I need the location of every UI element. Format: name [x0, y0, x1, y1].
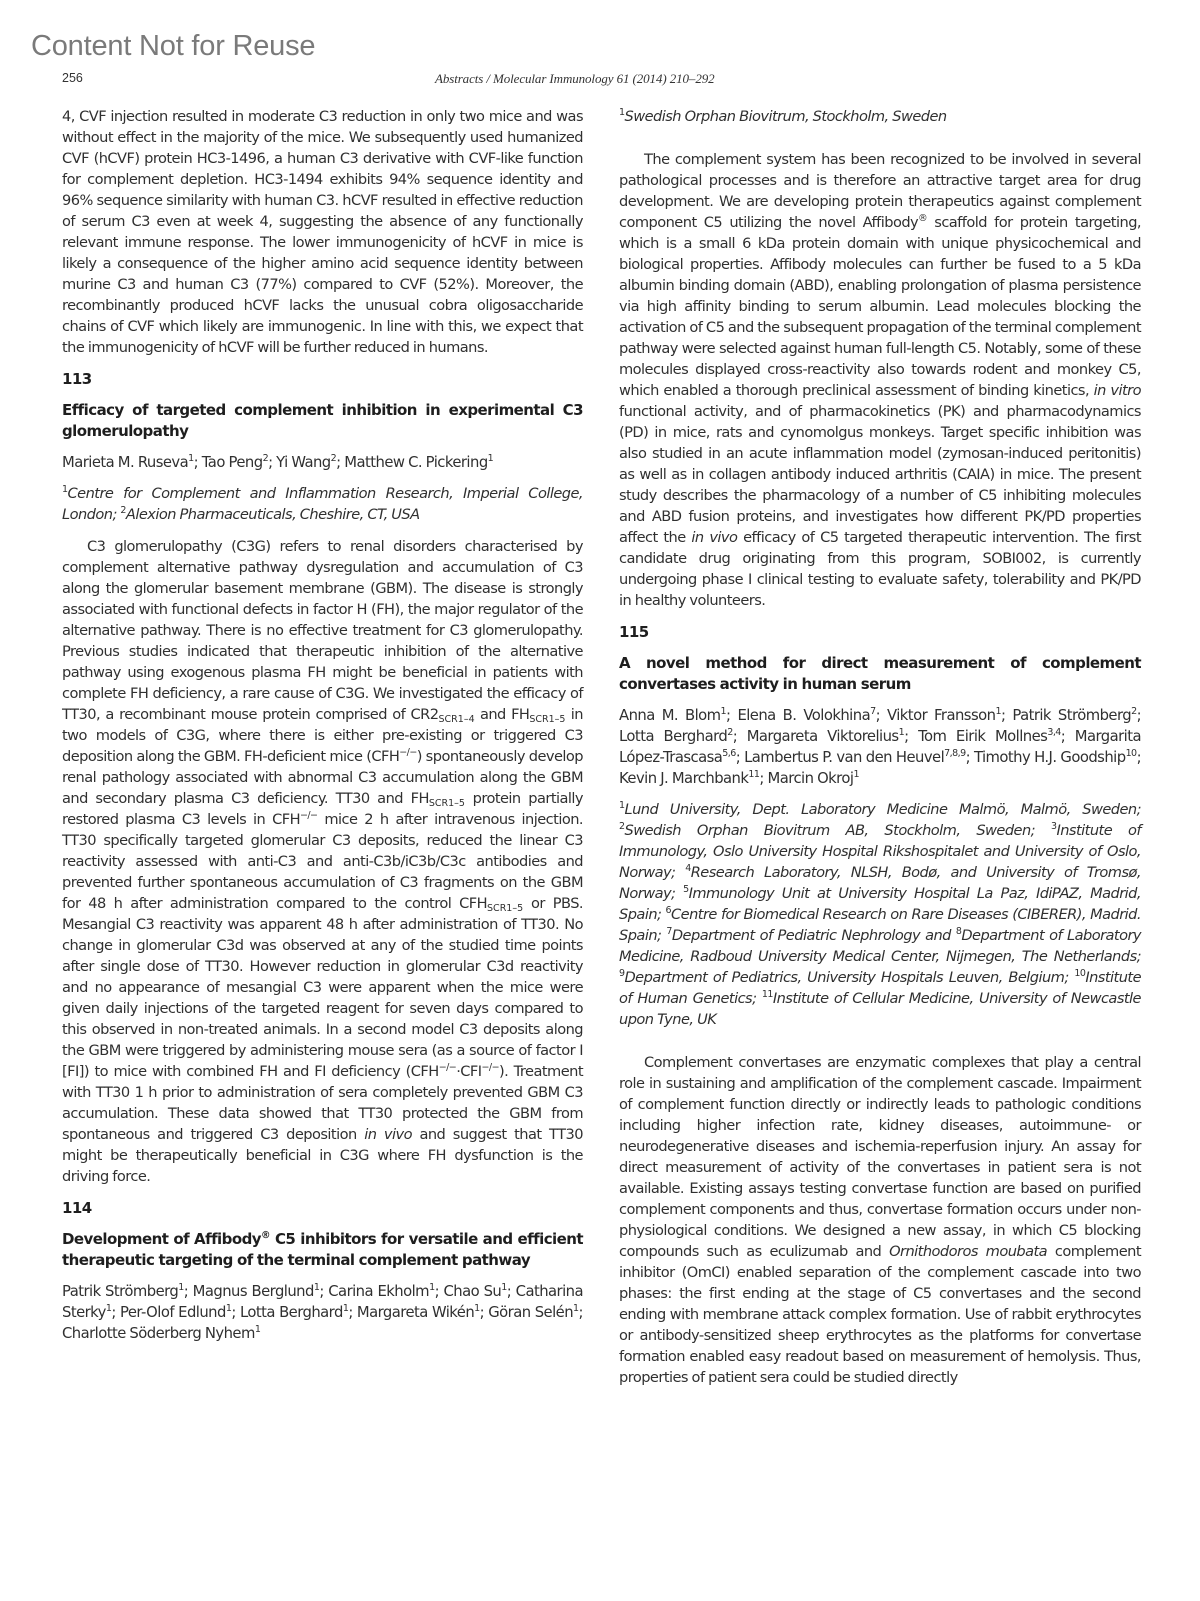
affiliation-text: Swedish Orphan Biovitrum AB, Stockholm, Sweden;: [624, 822, 1051, 839]
author-affiliation-marker: 2: [727, 727, 733, 739]
author-affiliation-marker: 11: [748, 769, 760, 781]
author-affiliation-marker: 3,4: [1047, 727, 1061, 739]
author-name: Margareta Viktorelius: [746, 728, 899, 745]
author-affiliation-marker: 10: [1125, 748, 1137, 760]
affiliation-number: 1: [619, 107, 625, 119]
affiliation-number: 3: [1050, 821, 1057, 833]
authors-113: Marieta M. Ruseva$^1$; Tao Peng$^2$; Yi Wang$^2$; Matthew C. Pickering$^1$: [62, 453, 494, 471]
affiliation-number: 2: [619, 821, 625, 833]
affiliation-number: 10: [1074, 968, 1086, 980]
author-affiliation-marker: 1: [178, 1282, 184, 1294]
author-affiliation-marker: 1: [225, 1303, 232, 1315]
affiliation-number: 11: [761, 989, 773, 1001]
author-name: Matthew C. Pickering: [344, 454, 488, 471]
affiliation-number: 7: [666, 926, 672, 938]
page-number: 256: [62, 71, 83, 85]
author-name: Per-Olof Edlund: [119, 1304, 226, 1321]
journal-reference: Abstracts / Molecular Immunology 61 (2014) 210–292: [435, 71, 715, 86]
authors-115: Anna M. Blom$^1$; Elena B. Volokhina$^7$; Viktor Fransson$^1$; Patrik Strömberg$^2$; Lotta Berghard$^2$; Margareta Viktorelius$^1$; Tom Eirik Mollnes$^{3,4}$; Margarita López-Trascasa$^{5,6}$; Lambertus P. van den Heuvel$^{7,8,9}$; Timothy H.J. Goodship$^{10}$; Kevin J. Marchbank$^{11}$; Marcin Okroj$^1$: [619, 706, 1142, 787]
author-affiliation-marker: 1: [342, 1303, 349, 1315]
affiliation-text: Department of Laboratory Medicine, Radboud University Medical Center, Nijmegen, The Netherlands;: [619, 927, 1142, 965]
affiliation-text: Swedish Orphan Biovitrum, Stockholm, Sweden: [624, 108, 947, 125]
author-affiliation-marker: 2: [330, 453, 337, 465]
affiliation-number: 4: [685, 863, 691, 875]
left-column: [62, 106, 583, 1354]
author-affiliation-marker: 1: [487, 453, 494, 465]
abstract-body-115: Complement convertases are enzymatic complexes that play a central role in sustaining and amplification of the complement cascade. Impairment of complement function directly or indirectly leads to pathologic conditions including higher infection rate, kidney diseases, autoimmune- or neurodegenerative diseases and ischemia-reperfusion injury. An assay for direct measurement of activity of the convertases in patient sera is not available. Existing assays testing convertase function are based on purified complement components and thus, convertase formation occurs under non-physiological conditions. We designed a new assay, in which C5 blocking compounds such as eculizumab and Ornithodoros moubata complement inhibitor (OmCI) enabled separation of the complement cascade into two phases: the first ending at the stage of C5 convertases and the second ending with membrane attack complex formation. Use of rabbit erythrocytes or antibody-sensitized sheep erythrocytes as the platforms for convertase formation enabled easy readout based on measurement of hemolysis. Thus, properties of patient sera could be studied directly: [619, 1054, 1141, 1386]
author-name: Marcin Okroj: [767, 770, 854, 787]
affiliation-number: 2: [120, 505, 126, 517]
abstract-body-113: C3 glomerulopathy (C3G) refers to renal disorders characterised by complement alternative pathway dysregulation and accumulation of C3 along the glomerular basement membrane (GBM). The disease is strongly associated with functional defects in factor H (FH), the major regulator of the alternative pathway. There is no effective treatment for C3 glomerulopathy. Previous studies indicated that therapeutic inhibition of the alternative pathway using exogenous plasma FH might be beneficial in patients with complete FH deficiency, a rare cause of C3G. We investigated the efficacy of TT30, a recombinant mouse protein comprised of $CR2_{SCR1-4}$ and $FH_{SCR1-5}$ in two models of C3G, where there is either pre-existing or triggered C3 deposition along the GBM. FH-deficient mice (CFH−/−) spontaneously develop renal pathology associated with abnormal C3 accumulation along the GBM and secondary plasma C3 deficiency. TT30 and $FH_{SCR1-5}$ protein partially restored plasma C3 levels in CFH−/− mice 2 h after intravenous injection. TT30 specifically targeted glomerular C3 deposits, reduced the linear C3 reactivity assessed with anti-C3 and anti-C3b/iC3b/C3c antibodies and prevented further spontaneous accumulation of C3 fragments on the GBM for 48 h after administration compared to the control $CFH_{SCR1-5}$ or PBS. Mesangial C3 reactivity was apparent 48 h after administration of TT30. No change in glomerular C3d was observed at any of the studied time points after single dose of TT30. However reduction in glomerular C3d reactivity and no appearance of mesangial C3 were apparent when the mice were given daily injections of the targeted reagent for seven days compared to this observed in non-treated animals. In a second model C3 deposits along the GBM were triggered by administering mouse sera (as a source of factor I [FI]) to mice with combined FH and FI deficiency (CFH−/−·CFI−/−). Treatment with TT30 1 h prior to administration of sera completely prevented GBM C3 accumulation. These data showed that TT30 protected the GBM from spontaneous and triggered C3 deposition in vivo and suggest that TT30 might be therapeutically beneficial in C3G where FH dysfunction is the driving force.: [62, 538, 583, 1185]
affiliation-text: Department of Pediatrics, University Hospitals Leuven, Belgium;: [624, 969, 1075, 986]
affiliation-text: Institute of Human Genetics;: [619, 969, 1141, 1007]
author-name: Magnus Berglund: [192, 1283, 314, 1300]
affiliation-text: Research Laboratory, NLSH, Bodø, and University of Tromsø, Norway;: [619, 864, 1141, 902]
abstract-number-113: 113: [62, 370, 92, 388]
author-affiliation-marker: 1: [573, 1303, 579, 1315]
author-affiliation-marker: 2: [1131, 706, 1137, 718]
abstract-title-113: Efficacy of targeted complement inhibition in experimental C3 glomerulopathy: [62, 401, 583, 440]
author-name: Marieta M. Ruseva: [62, 454, 189, 471]
author-affiliation-marker: 7: [870, 706, 876, 718]
affiliations-113: [62, 483, 583, 525]
author-affiliation-marker: 5,6: [722, 748, 736, 760]
author-name: Carina Ekholm: [328, 1283, 430, 1300]
running-header: [62, 71, 1142, 89]
abstract-body-114: The complement system has been recognized to be involved in several pathological processes and is therefore an attractive target area for drug development. We are developing protein therapeutics against complement component C5 utilizing the novel Affibody® scaffold for protein targeting, which is a small 6 kDa protein domain with unique physicochemical and biological properties. Affibody molecules can further be fused to a 5 kDa albumin binding domain (ABD), enabling prolongation of plasma persistence via high affinity binding to serum albumin. Lead molecules blocking the activation of C5 and the subsequent propagation of the terminal complement pathway were selected against human full-length C5. Notably, some of these molecules displayed cross-reactivity also towards rodent and monkey C5, which enabled a thorough preclinical assessment of binding kinetics, in vitro functional activity, and of pharmacokinetics (PK) and pharmacodynamics (PD) in mice, rats and cynomolgus monkeys. Target specific inhibition was also studied in an acute inflammation model (zymosan-induced peritonitis) as well as in collagen antibody induced arthritis (CAIA) in mice. The present study describes the pharmacology of a number of C5 inhibiting molecules and ABD fusion proteins, and investigates how different PK/PD properties affect the in vivo efficacy of C5 targeted therapeutic intervention. The first candidate drug originating from this program, SOBI002, is currently undergoing phase I clinical testing to evaluate safety, tolerability and PK/PD in healthy volunteers.: [619, 151, 1142, 609]
author-name: Anna M. Blom: [619, 707, 721, 724]
affiliation-number: 5: [683, 884, 689, 896]
abstract-title-115: A novel method for direct measurement of complement convertases activity in human serum: [619, 654, 1141, 693]
author-name: Lotta Berghard: [619, 728, 728, 745]
author-name: Chao Su: [443, 1283, 502, 1300]
author-affiliation-marker: 1: [898, 727, 905, 739]
abstract-number-114: 114: [62, 1199, 92, 1217]
author-affiliation-marker: 7,8,9: [944, 748, 966, 760]
affiliation-text: Alexion Pharmaceuticals, Cheshire, CT, USA: [125, 506, 420, 523]
affiliations-114: [619, 106, 1141, 127]
author-name: Elena B. Volokhina: [737, 707, 871, 724]
affiliation-text: Institute of Immunology, Oslo University Hospital Rikshospitalet and University of Oslo, Norway;: [619, 822, 1141, 881]
affiliation-text: Centre for Complement and Inflammation Research, Imperial College, London;: [62, 485, 583, 523]
affiliation-text: Centre for Biomedical Research on Rare Diseases (CIBERER), Madrid. Spain;: [619, 906, 1141, 944]
abstract-title-114: Development of Affibody® C5 inhibitors for versatile and efficient therapeutic targeting of the terminal complement pathway: [62, 1230, 583, 1269]
author-name: Charlotte Söderberg Nyhem: [62, 1325, 255, 1342]
watermark: Content Not for Reuse: [31, 30, 316, 62]
affiliations-115: [619, 799, 1141, 1030]
author-affiliation-marker: 1: [853, 769, 859, 781]
author-name: Viktor Fransson: [886, 707, 996, 724]
author-affiliation-marker: 1: [188, 453, 194, 465]
author-name: Lotta Berghard: [239, 1304, 343, 1321]
author-name: Margareta Wikén: [356, 1304, 475, 1321]
affiliation-text: Institute of Cellular Medicine, University of Newcastle upon Tyne, UK: [619, 990, 1141, 1028]
authors-114: Patrik Strömberg$^1$; Magnus Berglund$^1$; Carina Ekholm$^1$; Chao Su$^1$; Catharina Sterky$^1$; Per-Olof Edlund$^1$; Lotta Berghard$^1$; Margareta Wikén$^1$; Göran Selén$^1$; Charlotte Söderberg Nyhem$^1$: [62, 1282, 583, 1342]
author-name: Göran Selén: [488, 1304, 574, 1321]
affiliation-number: 6: [665, 905, 672, 917]
affiliation-number: 1: [62, 484, 68, 496]
author-name: Kevin J. Marchbank: [619, 770, 749, 787]
author-affiliation-marker: 1: [720, 706, 727, 718]
author-affiliation-marker: 1: [995, 706, 1001, 718]
affiliation-text: Lund University, Dept. Laboratory Medicine Malmö, Malmö, Sweden;: [624, 801, 1141, 818]
author-affiliation-marker: 1: [313, 1282, 320, 1294]
affiliation-number: 1: [619, 800, 625, 812]
author-name: Patrik Strömberg: [62, 1283, 179, 1300]
author-name: Catharina Sterky: [62, 1283, 583, 1321]
right-column: [619, 106, 1141, 1388]
author-name: Yi Wang: [276, 454, 331, 471]
affiliation-number: 8: [955, 926, 962, 938]
affiliation-text: Immunology Unit at University Hospital La Paz, IdiPAZ, Madrid, Spain;: [619, 885, 1141, 923]
author-name: Tom Eirik Mollnes: [918, 728, 1048, 745]
author-affiliation-marker: 1: [474, 1303, 480, 1315]
author-name: Margarita López-Trascasa: [619, 728, 1141, 766]
author-affiliation-marker: 1: [254, 1324, 261, 1336]
author-name: Patrik Strömberg: [1012, 707, 1132, 724]
author-affiliation-marker: 1: [429, 1282, 435, 1294]
continued-paragraph: 4, CVF injection resulted in moderate C3 reduction in only two mice and was without effect in the majority of the mice. We subsequently used humanized CVF (hCVF) protein HC3-1496, a human C3 derivative with CVF-like function for complement depletion. HC3-1494 exhibits 94% sequence identity and 96% sequence similarity with human C3. hCVF resulted in effective reduction of serum C3 even at week 4, suggesting the absence of any functionally relevant immune response. The lower immunogenicity of hCVF in mice is likely a consequence of the higher amino acid sequence identity between murine C3 and human C3 (77%) compared to CVF (52%). Moreover, the recombinantly produced hCVF lacks the unusual cobra oligosaccharide chains of CVF which likely are immunogenic. In line with this, we expect that the immunogenicity of hCVF will be further reduced in humans.: [62, 108, 583, 356]
author-name: Timothy H.J. Goodship: [973, 749, 1126, 766]
abstract-number-115: 115: [619, 623, 649, 641]
affiliation-number: 9: [619, 968, 625, 980]
author-name: Lambertus P. van den Heuvel: [744, 749, 945, 766]
author-name: Tao Peng: [201, 454, 263, 471]
author-affiliation-marker: 2: [262, 453, 269, 465]
affiliation-text: Department of Pediatric Nephrology and: [671, 927, 956, 944]
author-affiliation-marker: 1: [501, 1282, 507, 1294]
author-affiliation-marker: 1: [105, 1303, 112, 1315]
